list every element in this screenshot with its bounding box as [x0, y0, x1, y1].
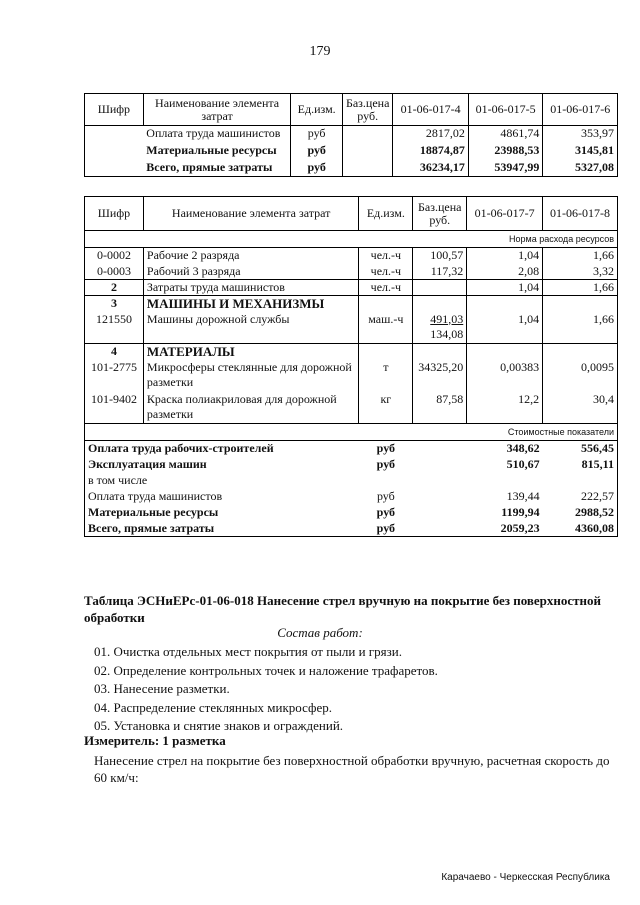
row-name: Рабочие 2 разряда	[143, 248, 359, 264]
row-code: 101-2775	[85, 360, 144, 392]
table-row	[85, 441, 618, 457]
row-name: Затраты труда машинистов	[143, 280, 359, 296]
row-value: 53947,99	[468, 160, 543, 177]
row-name: Всего, прямые затраты	[143, 160, 291, 177]
row-value: 0,00383	[467, 360, 543, 392]
row-value: 2988,52	[543, 505, 618, 521]
row-unit: руб	[291, 160, 343, 177]
list-item: 03. Нанесение разметки.	[94, 681, 230, 696]
row-unit: чел.-ч	[359, 248, 413, 264]
row-price: 87,58	[413, 392, 467, 424]
meter-label: Измеритель: 1 разметка	[84, 733, 226, 748]
row-name: МАТЕРИАЛЫ	[143, 344, 359, 360]
row-name: Эксплуатация машин	[85, 457, 359, 473]
list-item: 05. Установка и снятие знаков и ограждений.	[94, 718, 344, 733]
header-col-1: 01-06-017-4	[393, 94, 468, 126]
row-name: Оплата труда машинистов	[85, 489, 359, 505]
table-row	[85, 264, 618, 280]
row-unit: руб	[376, 488, 395, 503]
row-price: 491,03	[430, 311, 464, 326]
row-price-secondary: 134,08	[430, 326, 464, 341]
header-code: Шифр	[85, 94, 144, 126]
table-header	[85, 197, 618, 231]
row-unit: чел.-ч	[359, 264, 413, 280]
row-unit: руб	[376, 456, 396, 471]
header-name: Наименование элемента затрат	[143, 94, 291, 126]
row-value: 0,0095	[543, 360, 618, 392]
row-name: Материальные ресурсы	[85, 505, 359, 521]
row-code: 101-9402	[85, 392, 144, 424]
row-value: 556,45	[543, 441, 618, 457]
page-footer: Карачаево - Черкесская Республика	[441, 872, 610, 883]
table-row	[85, 280, 618, 296]
row-name: Микросферы стеклянные для дорожной разметки	[143, 360, 359, 392]
list-item: 02. Определение контрольных точек и наложение трафаретов.	[94, 662, 438, 678]
row-code: 0-0003	[85, 264, 144, 280]
row-name: Оплата труда рабочих-строителей	[85, 441, 359, 457]
header-col-2: 01-06-017-5	[468, 94, 543, 126]
row-name: в том числе	[85, 473, 359, 489]
row-value: 222,57	[543, 489, 618, 505]
row-code: 2	[85, 280, 144, 296]
row-price: 34325,20	[413, 360, 467, 392]
header-unit: Ед.изм.	[359, 197, 413, 231]
row-code: 0-0002	[85, 248, 144, 264]
list-item: 01. Очистка отдельных мест покрытия от пыли и грязи.	[94, 644, 402, 659]
row-value: 5327,08	[543, 160, 618, 177]
row-unit: руб	[376, 504, 396, 519]
table-row	[85, 312, 618, 344]
table-row	[85, 473, 618, 489]
table-row	[85, 521, 618, 537]
row-unit: руб	[291, 126, 343, 143]
row-value: 2,08	[467, 264, 543, 280]
row-value: 2817,02	[393, 126, 468, 143]
row-value: 1,04	[467, 280, 543, 296]
table-row	[85, 505, 618, 521]
row-price: 100,57	[413, 248, 467, 264]
header-col-1: 01-06-017-7	[467, 197, 543, 231]
row-code: 121550	[85, 312, 144, 344]
header-col-2: 01-06-017-8	[543, 197, 618, 231]
row-value: 4861,74	[468, 126, 543, 143]
row-value: 12,2	[467, 392, 543, 424]
row-value: 36234,17	[393, 160, 468, 177]
norm-label-row	[85, 231, 618, 248]
table-row	[85, 248, 618, 264]
page-number: 179	[309, 44, 331, 59]
row-value: 2059,23	[467, 521, 543, 537]
operations-list	[94, 643, 438, 736]
row-value: 1,04	[467, 248, 543, 264]
row-name: Всего, прямые затраты	[85, 521, 359, 537]
table-row	[85, 344, 618, 360]
row-value: 1199,94	[501, 504, 540, 519]
table-row	[85, 296, 618, 312]
section-title: Таблица ЭСНиЕРс-01-06-018 Нанесение стрел вручную на покрытие без поверхностной обработки	[84, 593, 602, 625]
row-value: 139,44	[506, 488, 540, 503]
row-unit: маш.-ч	[359, 312, 413, 344]
row-unit: руб	[359, 441, 413, 457]
row-name: Краска полиакриловая для дорожной разметки	[143, 392, 359, 424]
section-description: Нанесение стрел на покрытие без поверхностной обработки вручную, расчетная скорость до 60 км/ч:	[94, 753, 610, 785]
header-unit: Ед.изм.	[291, 94, 343, 126]
row-name: Рабочий 3 разряда	[143, 264, 359, 280]
header-col-3: 01-06-017-6	[543, 94, 618, 126]
row-unit: руб	[359, 521, 413, 537]
row-value: 30,4	[543, 392, 618, 424]
row-unit: руб	[291, 143, 343, 160]
header-code: Шифр	[85, 197, 144, 231]
table-row	[85, 457, 618, 473]
table-row	[85, 489, 618, 505]
header-name: Наименование элемента затрат	[143, 197, 359, 231]
cost-table-2	[84, 196, 618, 537]
cost-label-row	[85, 424, 618, 441]
row-code: 3	[85, 296, 144, 312]
work-composition-heading: Состав работ:	[277, 625, 363, 640]
row-name: Материальные ресурсы	[146, 142, 277, 157]
row-value: 815,11	[543, 457, 618, 473]
row-value: 1,66	[543, 312, 618, 344]
row-value: 348,62	[467, 441, 543, 457]
row-value: 18874,87	[393, 143, 468, 160]
table-row	[85, 360, 618, 392]
row-code: 4	[85, 344, 144, 360]
table-row	[85, 160, 618, 177]
row-value: 510,67	[506, 456, 540, 471]
row-name: Оплата труда машинистов	[146, 126, 281, 140]
row-name: Машины дорожной службы	[143, 312, 359, 344]
row-value: 4360,08	[543, 521, 618, 537]
row-value: 353,97	[543, 126, 618, 143]
row-price: 117,32	[413, 264, 467, 280]
table-header	[85, 94, 618, 126]
header-price: Баз.цена руб.	[342, 94, 392, 126]
cost-table-1	[84, 93, 618, 177]
row-unit: т	[359, 360, 413, 392]
norm-label: Норма расхода ресурсов	[509, 234, 614, 244]
row-value: 23988,53	[468, 143, 543, 160]
row-unit: кг	[359, 392, 413, 424]
header-price: Баз.цена руб.	[413, 197, 467, 231]
row-name: МАШИНЫ И МЕХАНИЗМЫ	[143, 296, 359, 312]
table-row	[85, 392, 618, 424]
row-value: 1,04	[467, 312, 543, 344]
list-item: 04. Распределение стеклянных микросфер.	[94, 699, 332, 715]
row-unit: чел.-ч	[359, 280, 413, 296]
row-value: 3145,81	[543, 143, 618, 160]
table-row	[85, 143, 618, 160]
row-value: 1,66	[543, 248, 618, 264]
cost-label: Стоимостные показатели	[507, 427, 614, 437]
row-value: 1,66	[543, 280, 618, 296]
table-row	[85, 126, 618, 143]
row-value: 3,32	[543, 264, 618, 280]
